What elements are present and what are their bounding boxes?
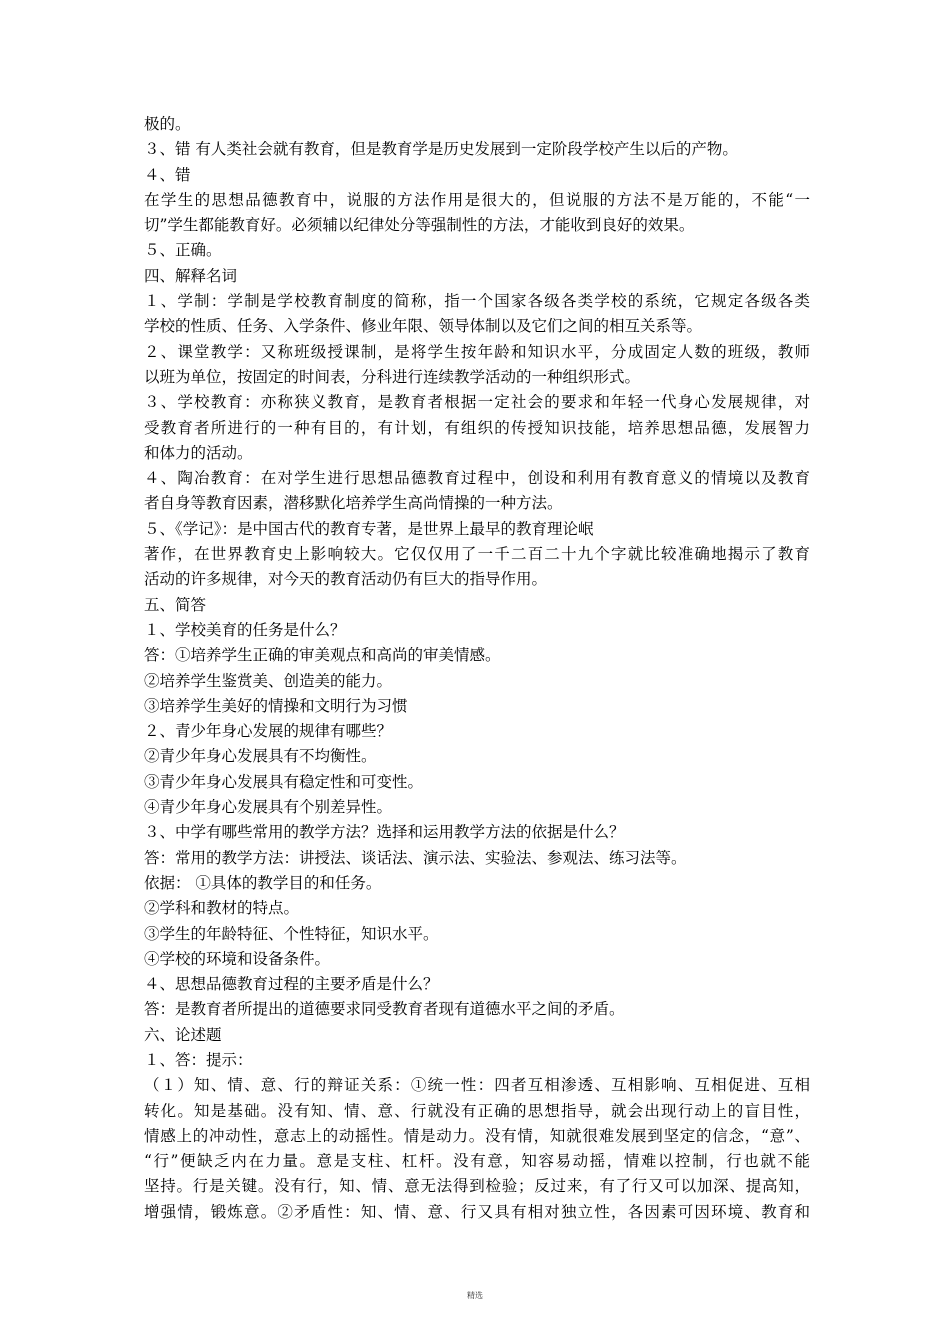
text-line: ２、青少年身心发展的规律有哪些？ xyxy=(144,722,393,741)
text-line: 六、论述题 xyxy=(144,1025,222,1044)
text-line: 答：是教育者所提出的道德要求同受教育者现有道德水平之间的矛盾。 xyxy=(144,1000,625,1019)
text-line: ３、学校教育：亦称狭义教育，是教育者根据一定社会的要求和年轻一代身心发展规律，对 xyxy=(144,393,810,412)
text-line: ③学生的年龄特征、个性特征，知识水平。 xyxy=(144,924,439,943)
text-line: 坚持。行是关键。没有行，知、情、意无法得到检验；反过来，有了行又可以加深、提高知， xyxy=(144,1177,810,1196)
text-line: 情感上的冲动性，意志上的动摇性。情是动力。没有情，知就很难发展到坚定的信念，“意”、 xyxy=(144,1126,810,1145)
text-line: 答：①培养学生正确的审美观点和高尚的审美情感。 xyxy=(144,646,501,665)
text-line: 答：常用的教学方法：讲授法、谈话法、演示法、实验法、参观法、练习法等。 xyxy=(144,848,687,867)
text-line: “行”便缺乏内在力量。意是支柱、杠杆。没有意，知容易动摇，情难以控制，行也就不能 xyxy=(144,1152,810,1171)
text-line: 四、解释名词 xyxy=(144,266,238,285)
text-line: 转化。知是基础。没有知、情、意、行就没有正确的思想指导，就会出现行动上的盲目性， xyxy=(144,1101,810,1120)
text-line: 极的。 xyxy=(144,115,191,133)
text-line: 活动的许多规律，对今天的教育活动仍有巨大的指导作用。 xyxy=(144,570,548,589)
text-line: 学校的性质、任务、入学条件、修业年限、领导体制以及它们之间的相互关系等。 xyxy=(144,317,703,336)
text-line: ③培养学生美好的情操和文明行为习惯 xyxy=(144,696,408,715)
text-line: １、学校美育的任务是什么？ xyxy=(144,620,346,639)
text-line: ３、中学有哪些常用的教学方法？选择和运用教学方法的依据是什么？ xyxy=(144,823,625,842)
text-line: ４、错 xyxy=(144,165,191,184)
text-line: 和体力的活动。 xyxy=(144,443,253,462)
text-line: １、学制：学制是学校教育制度的简称，指一个国家各级各类学校的系统，它规定各级各类 xyxy=(144,292,810,311)
document-body xyxy=(144,112,810,1225)
text-line: 切”学生都能教育好。必须辅以纪律处分等强制性的方法，才能收到良好的效果。 xyxy=(144,216,695,235)
text-line: ４、思想品德教育过程的主要矛盾是什么？ xyxy=(144,975,439,994)
text-line: ④青少年身心发展具有个别差异性。 xyxy=(144,798,393,817)
text-line: ５、正确。 xyxy=(144,241,222,260)
text-line: ４、陶冶教育：在对学生进行思想品德教育过程中，创设和利用有教育意义的情境以及教育 xyxy=(144,469,810,488)
text-line: ３、错 有人类社会就有教育，但是教育学是历史发展到一定阶段学校产生以后的产物。 xyxy=(144,140,738,159)
page-footer: 精选 xyxy=(467,1291,483,1300)
text-line: ２、课堂教学：又称班级授课制，是将学生按年龄和知识水平，分成固定人数的班级，教师 xyxy=(144,342,810,361)
text-line: ④学校的环境和设备条件。 xyxy=(144,949,331,968)
text-line: ②学科和教材的特点。 xyxy=(144,899,300,918)
text-line: ②培养学生鉴赏美、创造美的能力。 xyxy=(144,671,393,690)
text-line: 者自身等教育因素，潜移默化培养学生高尚情操的一种方法。 xyxy=(144,494,563,513)
text-line: 依据： ①具体的教学目的和任务。 xyxy=(144,873,382,892)
text-line: １、答：提示： xyxy=(144,1050,253,1069)
text-line: ②青少年身心发展具有不均衡性。 xyxy=(144,747,377,766)
text-line: 著作，在世界教育史上影响较大。它仅仅用了一千二百二十九个字就比较准确地揭示了教育 xyxy=(144,545,810,564)
text-line: 受教育者所进行的一种有目的，有计划，有组织的传授知识技能，培养思想品德，发展智力 xyxy=(144,418,810,437)
text-line: （１）知、情、意、行的辩证关系：①统一性：四者互相渗透、互相影响、互相促进、互相 xyxy=(144,1076,810,1095)
text-line: ③青少年身心发展具有稳定性和可变性。 xyxy=(144,772,424,791)
text-line: 在学生的思想品德教育中，说服的方法作用是很大的，但说服的方法不是万能的，不能“一 xyxy=(144,190,810,209)
text-line: 五、简答 xyxy=(144,595,207,614)
text-line: 增强情，锻炼意。②矛盾性：知、情、意、行又具有相对独立性，各因素可因环境、教育和 xyxy=(144,1202,810,1221)
text-line: ５、《学记》：是中国古代的教育专著，是世界上最早的教育理论岷 xyxy=(144,519,594,538)
text-line: 以班为单位，按固定的时间表，分科进行连续教学活动的一种组织形式。 xyxy=(144,367,641,386)
